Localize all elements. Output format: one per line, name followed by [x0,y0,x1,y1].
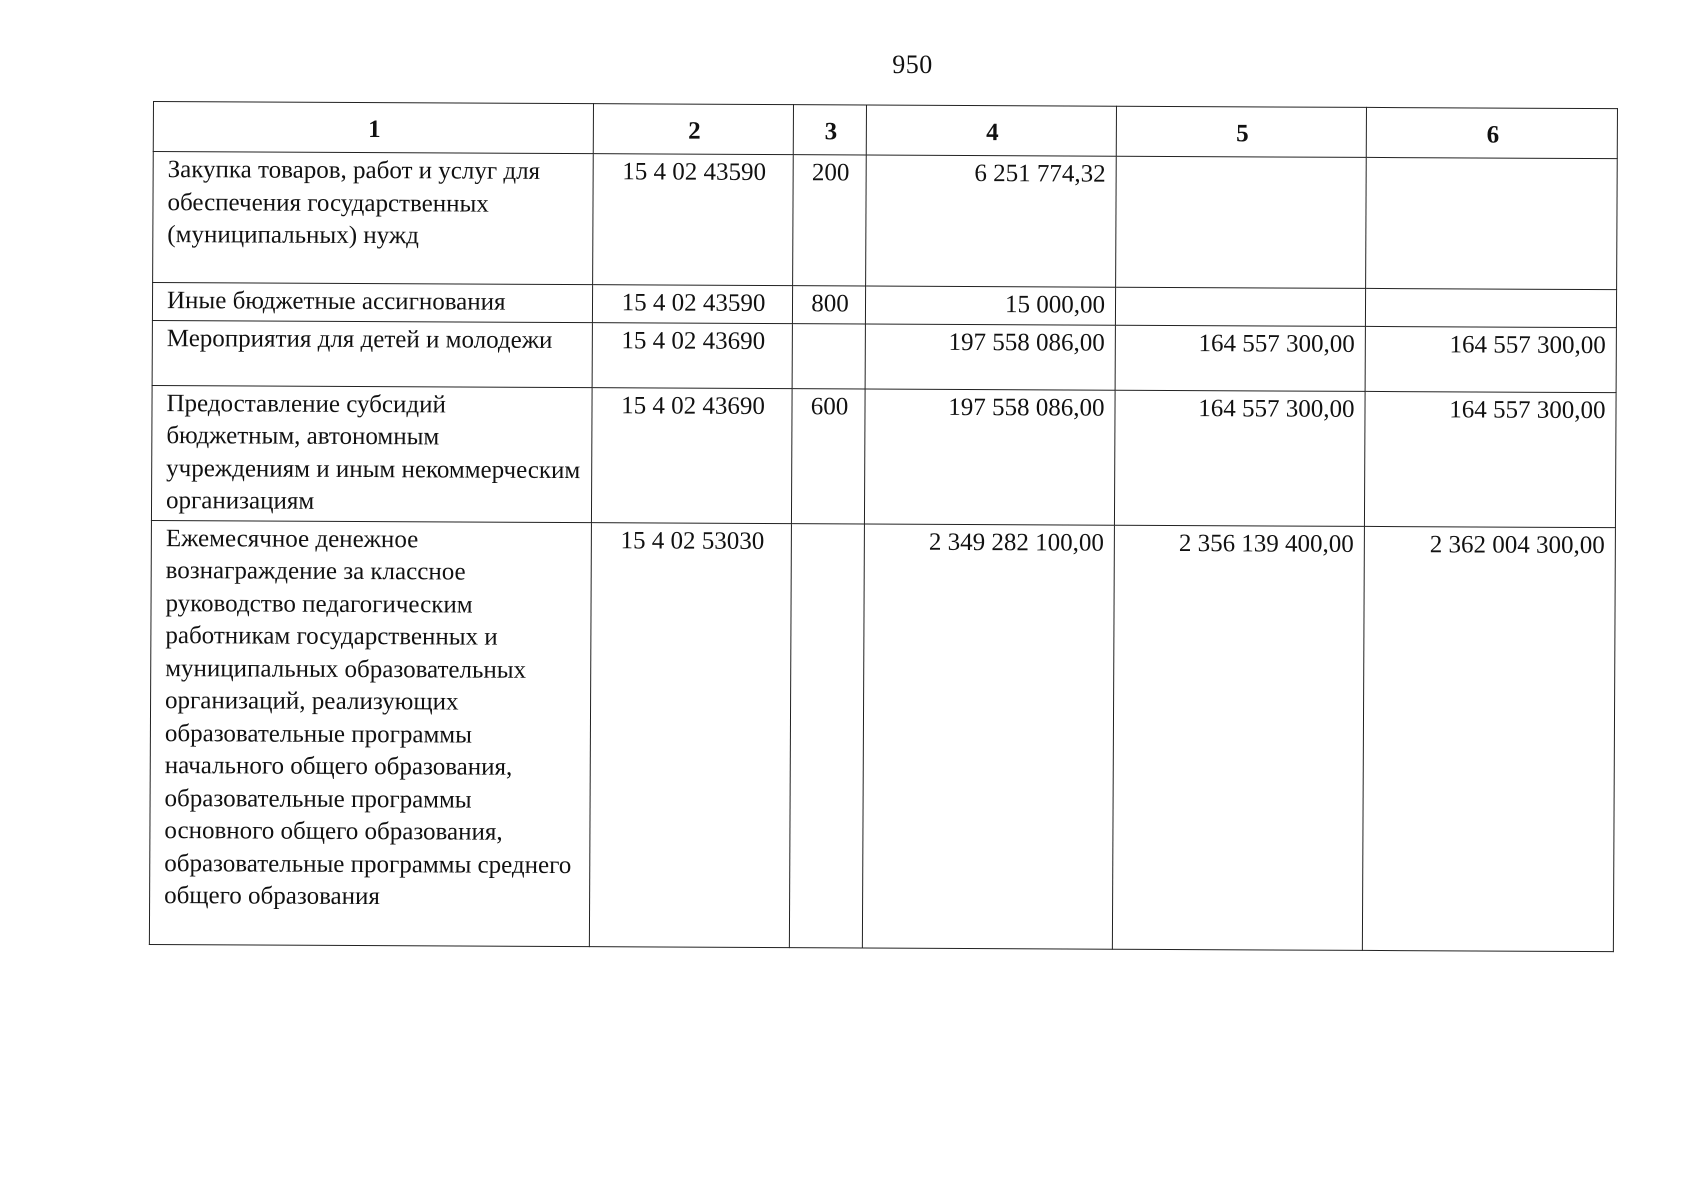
row-amount-col6 [1366,157,1618,289]
row-amount-col4: 2 349 282 100,00 [862,523,1114,948]
row-expense-type [789,523,864,947]
row-name: Закупка товаров, работ и услуг для обеспечения государственных (муниципальных) нужд [153,152,594,285]
row-code: 15 4 02 53030 [589,522,791,947]
table-row [152,320,1616,392]
table-row [151,385,1616,527]
row-expense-type: 200 [793,155,867,286]
row-amount-col6: 164 557 300,00 [1364,391,1616,527]
table-row [153,152,1618,290]
row-expense-type [792,323,865,388]
table-row [149,520,1615,951]
budget-table-container [149,101,1617,952]
column-header-2: 2 [593,104,793,155]
row-amount-col6 [1365,288,1616,327]
row-amount-col5 [1115,287,1365,326]
row-amount-col5: 164 557 300,00 [1115,325,1365,391]
row-code: 15 4 02 43690 [592,322,792,388]
column-header-6: 6 [1366,107,1617,158]
column-header-5: 5 [1116,106,1366,157]
row-amount-col4: 197 558 086,00 [864,388,1115,524]
row-name: Мероприятия для детей и молодежи [152,320,592,387]
row-code: 15 4 02 43590 [592,285,792,323]
row-name: Предоставление субсидий бюджетным, автономным учреждениям и иным некоммерческим организациям [151,385,592,522]
row-amount-col6: 164 557 300,00 [1365,326,1616,392]
row-name: Ежемесячное денежное вознаграждение за классное руководство педагогическим работникам государственных и муниципальных образовательных организаций, реализующих образовательные программы начального общего образования, образовательные программы основного общего образования, образовательные программы среднего общего образования [149,520,591,946]
row-code: 15 4 02 43690 [591,387,792,523]
row-amount-col4: 6 251 774,32 [866,155,1117,287]
row-amount-col5: 164 557 300,00 [1114,390,1365,526]
row-amount-col5: 2 356 139 400,00 [1112,525,1364,950]
column-header-4: 4 [866,105,1116,156]
column-header-1: 1 [153,102,593,154]
row-amount-col6: 2 362 004 300,00 [1362,526,1615,951]
budget-table [149,101,1618,952]
row-expense-type: 600 [791,388,865,523]
row-code: 15 4 02 43590 [593,154,794,286]
row-expense-type: 800 [792,286,865,324]
column-header-3: 3 [793,105,866,155]
table-header-row [153,102,1617,159]
row-amount-col4: 15 000,00 [865,286,1115,325]
row-amount-col5 [1116,156,1367,288]
row-amount-col4: 197 558 086,00 [865,323,1115,389]
page-number: 950 [892,50,933,79]
row-name: Иные бюджетные ассигнования [152,283,592,323]
